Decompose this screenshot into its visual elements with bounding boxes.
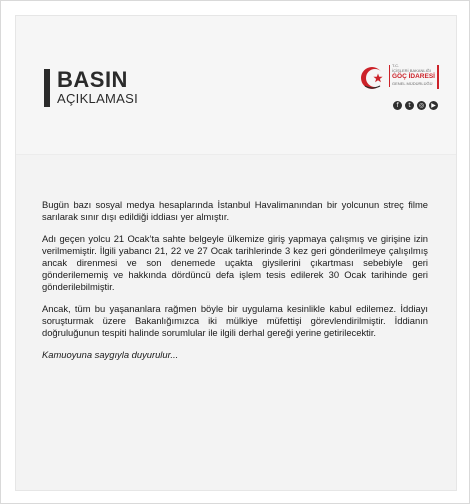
instagram-icon[interactable]: ◎ [418, 102, 425, 109]
closing-line: Kamuoyuna saygıyla duyurulur... [42, 349, 179, 360]
logo-directorate-text: GENEL MÜDÜRLÜĞÜ [392, 81, 433, 86]
social-media-links [393, 101, 438, 110]
logo-accent-bar [437, 65, 439, 89]
logo-tc-text: T.C. [392, 63, 400, 68]
logo-divider [389, 65, 390, 87]
crescent-star-emblem-icon [359, 64, 387, 92]
agency-logo [359, 61, 439, 121]
logo-ministry-text: İÇİŞLERİ BAKANLIĞI [392, 68, 431, 73]
paragraph-2: Adı geçen yolcu 21 Ocak’ta sahte belgeyle ülkemize giriş yapmaya çalışmış ve girişine izin verilmemiştir. İlgili yabancı 21, 22 ve 27 Ocak tarihlerinde 3 kez geri gönderilmeye çalışılmış ancak direnmesi ve son denemede uçakta giysilerini çıkartması sebebiyle geri gönderilememiş ve hakkında dördüncü defa işlem tesis edilerek 30 Ocak tarihinde geri gönderilebilmiştir. [42, 233, 428, 292]
press-release-body [42, 199, 428, 371]
press-release-title-block [44, 69, 138, 107]
title-bar-accent [44, 69, 50, 107]
paragraph-3: Ancak, tüm bu yaşananlara rağmen böyle bir uygulama kesinlikle kabul edilemez. İddiayı soruşturmak üzere Bakanlığımızca iki mülkiye müfettişi görevlendirilmiştir. İddianın doğruluğunun tespiti halinde sorumlular ile ilgili derhal gereği yerine getirilecektir. [42, 303, 428, 338]
press-subtitle: AÇIKLAMASI [57, 91, 139, 106]
twitter-icon[interactable]: t [405, 101, 414, 110]
facebook-icon[interactable]: f [393, 101, 402, 110]
press-title: BASIN [57, 67, 128, 92]
paragraph-1: Bugün bazı sosyal medya hesaplarında İstanbul Havalimanından bir yolcunun streç filme sarılarak sınır dışı edildiği iddiası yer almıştır. [42, 199, 428, 222]
youtube-icon[interactable]: ▶ [429, 101, 438, 110]
press-header [16, 16, 456, 155]
press-release-card [15, 15, 457, 491]
logo-agency-text: GÖÇ İDARESİ [392, 73, 435, 80]
press-title-text [57, 69, 138, 107]
